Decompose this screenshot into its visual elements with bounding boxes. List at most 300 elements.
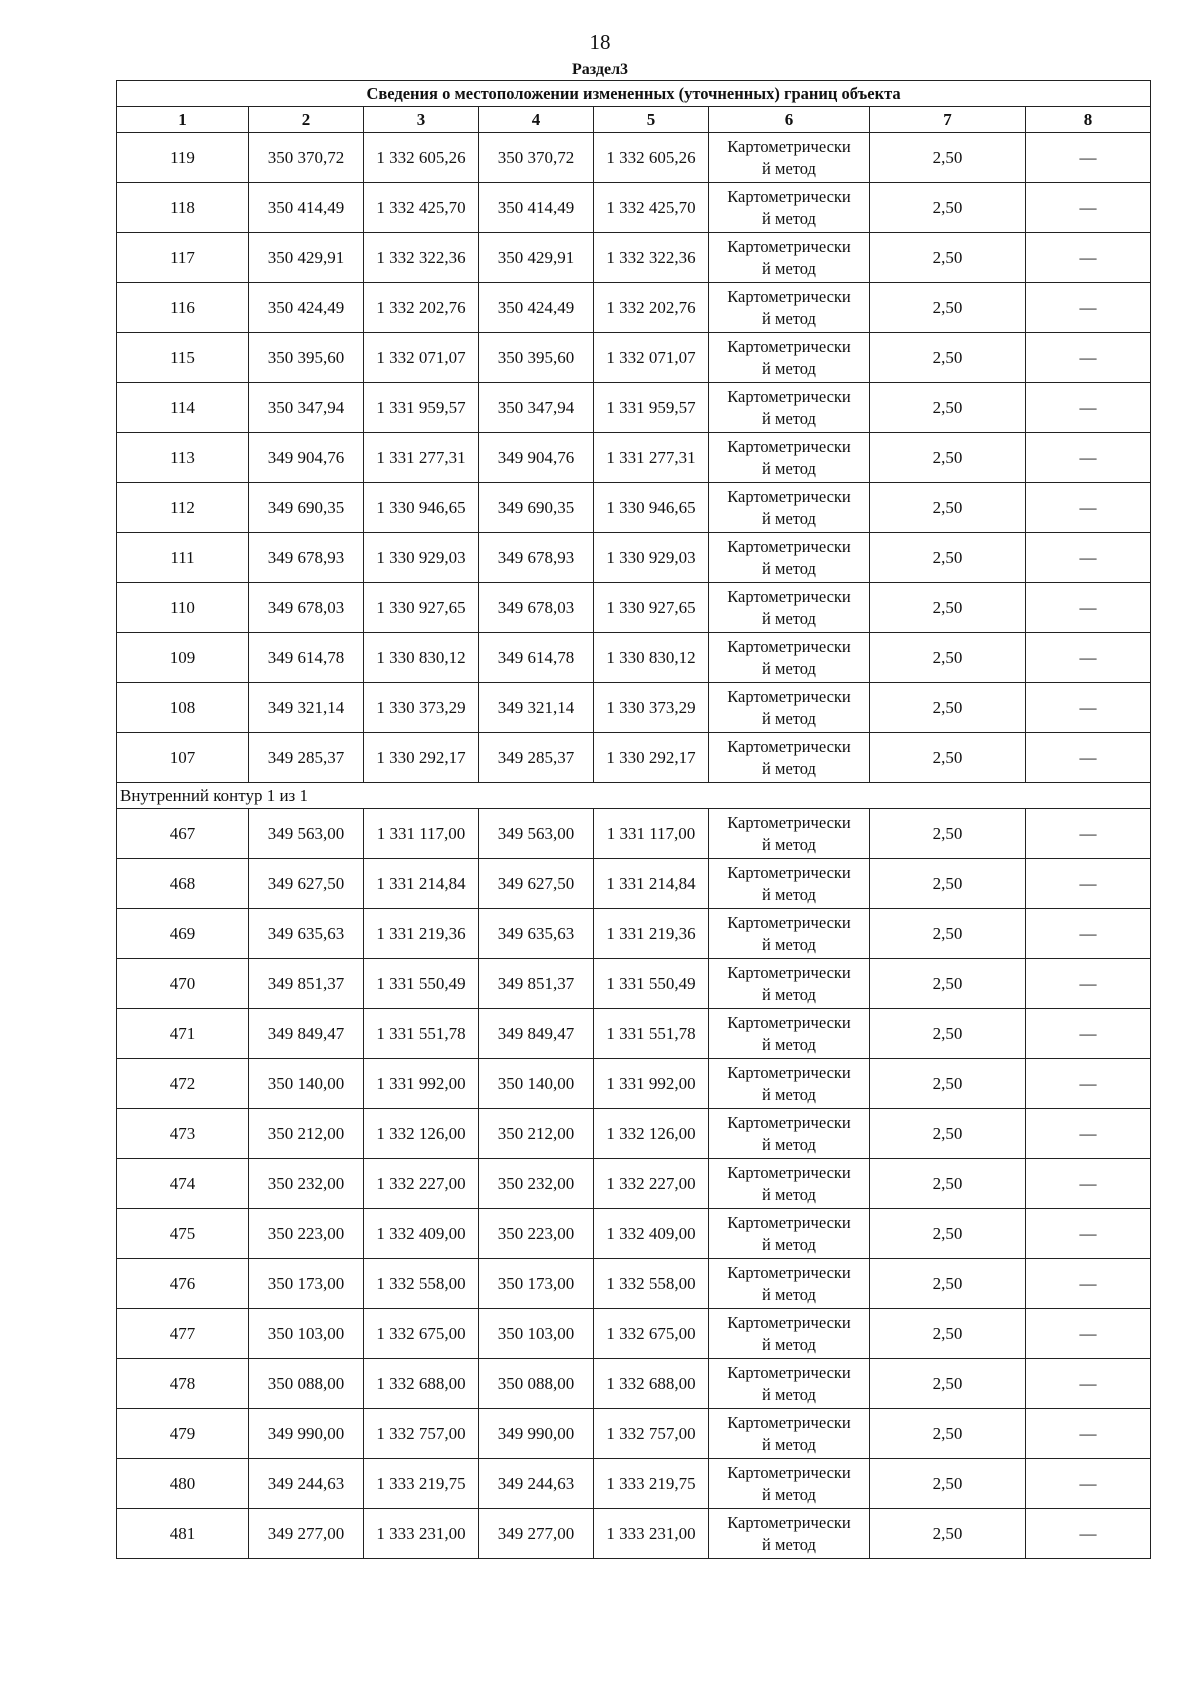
x-coordinate-cell: 350 429,91 [249, 233, 364, 283]
method-text-line: Картометрически [727, 686, 851, 706]
y-coordinate-cell: 1 331 550,49 [364, 959, 479, 1009]
y-coordinate-cell: 1 331 117,00 [364, 809, 479, 859]
description-cell: — [1026, 1109, 1151, 1159]
table-row [117, 1109, 1151, 1159]
x-coordinate-refined-cell: 349 849,47 [479, 1009, 594, 1059]
precision-cell: 2,50 [870, 333, 1026, 383]
point-number-cell: 480 [117, 1459, 249, 1509]
column-header: 1 [117, 107, 249, 133]
method-cell [709, 1059, 870, 1109]
x-coordinate-refined-cell: 349 285,37 [479, 733, 594, 783]
x-coordinate-refined-cell: 349 851,37 [479, 959, 594, 1009]
method-text-line: й метод [762, 1034, 816, 1054]
x-coordinate-cell: 349 849,47 [249, 1009, 364, 1059]
table-caption: Сведения о местоположении измененных (уточненных) границ объекта [117, 81, 1151, 107]
boundary-coordinates-table [116, 80, 1151, 1559]
precision-cell: 2,50 [870, 1009, 1026, 1059]
x-coordinate-cell: 350 223,00 [249, 1209, 364, 1259]
method-cell [709, 333, 870, 383]
y-coordinate-refined-cell: 1 331 551,78 [594, 1009, 709, 1059]
x-coordinate-cell: 349 244,63 [249, 1459, 364, 1509]
method-text-line: й метод [762, 934, 816, 954]
method-text-line: й метод [762, 1184, 816, 1204]
table-row [117, 583, 1151, 633]
method-text-line: Картометрически [727, 486, 851, 506]
y-coordinate-cell: 1 332 126,00 [364, 1109, 479, 1159]
description-cell: — [1026, 1059, 1151, 1109]
description-cell: — [1026, 859, 1151, 909]
method-text-line: Картометрически [727, 1062, 851, 1082]
x-coordinate-cell: 350 103,00 [249, 1309, 364, 1359]
y-coordinate-refined-cell: 1 332 202,76 [594, 283, 709, 333]
x-coordinate-cell: 350 370,72 [249, 133, 364, 183]
method-text-line: Картометрически [727, 862, 851, 882]
point-number-cell: 470 [117, 959, 249, 1009]
point-number-cell: 118 [117, 183, 249, 233]
point-number-cell: 476 [117, 1259, 249, 1309]
method-text-line: й метод [762, 984, 816, 1004]
x-coordinate-refined-cell: 350 140,00 [479, 1059, 594, 1109]
y-coordinate-refined-cell: 1 331 959,57 [594, 383, 709, 433]
method-cell [709, 633, 870, 683]
method-cell [709, 1309, 870, 1359]
y-coordinate-cell: 1 332 409,00 [364, 1209, 479, 1259]
method-text-line: Картометрически [727, 586, 851, 606]
method-text-line: й метод [762, 358, 816, 378]
method-cell [709, 283, 870, 333]
x-coordinate-refined-cell: 350 232,00 [479, 1159, 594, 1209]
y-coordinate-refined-cell: 1 333 231,00 [594, 1509, 709, 1559]
method-text-line: й метод [762, 308, 816, 328]
precision-cell: 2,50 [870, 1159, 1026, 1209]
method-cell [709, 859, 870, 909]
point-number-cell: 467 [117, 809, 249, 859]
y-coordinate-refined-cell: 1 333 219,75 [594, 1459, 709, 1509]
precision-cell: 2,50 [870, 1309, 1026, 1359]
x-coordinate-cell: 349 277,00 [249, 1509, 364, 1559]
table-row [117, 1459, 1151, 1509]
point-number-cell: 107 [117, 733, 249, 783]
x-coordinate-cell: 349 990,00 [249, 1409, 364, 1459]
precision-cell: 2,50 [870, 483, 1026, 533]
method-cell [709, 683, 870, 733]
description-cell: — [1026, 183, 1151, 233]
method-cell [709, 233, 870, 283]
table-row [117, 809, 1151, 859]
table-row [117, 859, 1151, 909]
inner-contour-section [117, 783, 1151, 809]
column-header: 8 [1026, 107, 1151, 133]
description-cell: — [1026, 633, 1151, 683]
table-row [117, 1159, 1151, 1209]
y-coordinate-cell: 1 330 830,12 [364, 633, 479, 683]
method-text-line: Картометрически [727, 912, 851, 932]
method-text-line: Картометрически [727, 236, 851, 256]
method-text-line: Картометрически [727, 1162, 851, 1182]
point-number-cell: 109 [117, 633, 249, 683]
precision-cell: 2,50 [870, 183, 1026, 233]
precision-cell: 2,50 [870, 1209, 1026, 1259]
point-number-cell: 469 [117, 909, 249, 959]
method-text-line: й метод [762, 208, 816, 228]
method-cell [709, 1009, 870, 1059]
method-cell [709, 959, 870, 1009]
y-coordinate-cell: 1 331 214,84 [364, 859, 479, 909]
description-cell: — [1026, 433, 1151, 483]
x-coordinate-cell: 350 347,94 [249, 383, 364, 433]
point-number-cell: 468 [117, 859, 249, 909]
description-cell: — [1026, 1309, 1151, 1359]
method-text-line: Картометрически [727, 1212, 851, 1232]
point-number-cell: 111 [117, 533, 249, 583]
table-row [117, 1259, 1151, 1309]
precision-cell: 2,50 [870, 433, 1026, 483]
x-coordinate-cell: 350 140,00 [249, 1059, 364, 1109]
x-coordinate-refined-cell: 350 212,00 [479, 1109, 594, 1159]
y-coordinate-refined-cell: 1 330 946,65 [594, 483, 709, 533]
table-row [117, 133, 1151, 183]
method-text-line: й метод [762, 708, 816, 728]
x-coordinate-refined-cell: 349 678,93 [479, 533, 594, 583]
point-number-cell: 478 [117, 1359, 249, 1409]
y-coordinate-cell: 1 331 277,31 [364, 433, 479, 483]
x-coordinate-cell: 350 424,49 [249, 283, 364, 333]
method-text-line: й метод [762, 1134, 816, 1154]
method-cell [709, 1109, 870, 1159]
y-coordinate-refined-cell: 1 331 117,00 [594, 809, 709, 859]
method-text-line: й метод [762, 758, 816, 778]
precision-cell: 2,50 [870, 1109, 1026, 1159]
y-coordinate-cell: 1 332 757,00 [364, 1409, 479, 1459]
table-caption-row [117, 81, 1151, 107]
method-text-line: Картометрически [727, 1112, 851, 1132]
method-cell [709, 1259, 870, 1309]
column-header: 7 [870, 107, 1026, 133]
method-cell [709, 133, 870, 183]
method-text-line: Картометрически [727, 1312, 851, 1332]
precision-cell: 2,50 [870, 1409, 1026, 1459]
y-coordinate-refined-cell: 1 330 927,65 [594, 583, 709, 633]
x-coordinate-refined-cell: 350 429,91 [479, 233, 594, 283]
table-row [117, 1359, 1151, 1409]
method-cell [709, 909, 870, 959]
method-text-line: й метод [762, 408, 816, 428]
method-cell [709, 1159, 870, 1209]
method-text-line: Картометрически [727, 812, 851, 832]
x-coordinate-cell: 349 690,35 [249, 483, 364, 533]
description-cell: — [1026, 683, 1151, 733]
precision-cell: 2,50 [870, 633, 1026, 683]
x-coordinate-refined-cell: 350 088,00 [479, 1359, 594, 1409]
method-text-line: Картометрически [727, 536, 851, 556]
table-row [117, 1059, 1151, 1109]
description-cell: — [1026, 233, 1151, 283]
table-row [117, 1409, 1151, 1459]
x-coordinate-refined-cell: 350 103,00 [479, 1309, 594, 1359]
y-coordinate-cell: 1 330 946,65 [364, 483, 479, 533]
table-row [117, 683, 1151, 733]
y-coordinate-refined-cell: 1 332 688,00 [594, 1359, 709, 1409]
y-coordinate-refined-cell: 1 332 409,00 [594, 1209, 709, 1259]
precision-cell: 2,50 [870, 809, 1026, 859]
column-header: 2 [249, 107, 364, 133]
method-text-line: Картометрически [727, 136, 851, 156]
method-cell [709, 809, 870, 859]
x-coordinate-cell: 350 395,60 [249, 333, 364, 383]
y-coordinate-cell: 1 331 992,00 [364, 1059, 479, 1109]
point-number-cell: 108 [117, 683, 249, 733]
method-text-line: й метод [762, 1084, 816, 1104]
point-number-cell: 112 [117, 483, 249, 533]
inner-contour-row [117, 783, 1151, 809]
y-coordinate-refined-cell: 1 330 929,03 [594, 533, 709, 583]
y-coordinate-refined-cell: 1 331 214,84 [594, 859, 709, 909]
method-text-line: й метод [762, 1284, 816, 1304]
description-cell: — [1026, 133, 1151, 183]
x-coordinate-refined-cell: 350 370,72 [479, 133, 594, 183]
point-number-cell: 119 [117, 133, 249, 183]
x-coordinate-cell: 349 635,63 [249, 909, 364, 959]
x-coordinate-refined-cell: 349 244,63 [479, 1459, 594, 1509]
x-coordinate-cell: 350 414,49 [249, 183, 364, 233]
point-number-cell: 117 [117, 233, 249, 283]
point-number-cell: 481 [117, 1509, 249, 1559]
y-coordinate-cell: 1 332 071,07 [364, 333, 479, 383]
inner-contour-label: Внутренний контур 1 из 1 [117, 783, 1151, 809]
y-coordinate-refined-cell: 1 331 550,49 [594, 959, 709, 1009]
table-row [117, 283, 1151, 333]
y-coordinate-cell: 1 331 219,36 [364, 909, 479, 959]
column-header: 6 [709, 107, 870, 133]
column-header: 5 [594, 107, 709, 133]
y-coordinate-cell: 1 331 551,78 [364, 1009, 479, 1059]
x-coordinate-refined-cell: 350 173,00 [479, 1259, 594, 1309]
inner-contour-rows [117, 809, 1151, 1559]
x-coordinate-refined-cell: 349 277,00 [479, 1509, 594, 1559]
method-text-line: Картометрически [727, 386, 851, 406]
y-coordinate-refined-cell: 1 330 373,29 [594, 683, 709, 733]
x-coordinate-refined-cell: 349 904,76 [479, 433, 594, 483]
method-text-line: й метод [762, 1334, 816, 1354]
description-cell: — [1026, 333, 1151, 383]
y-coordinate-refined-cell: 1 331 277,31 [594, 433, 709, 483]
table-row [117, 1209, 1151, 1259]
description-cell: — [1026, 1009, 1151, 1059]
y-coordinate-cell: 1 331 959,57 [364, 383, 479, 433]
table-row [117, 1509, 1151, 1559]
description-cell: — [1026, 1409, 1151, 1459]
method-text-line: й метод [762, 608, 816, 628]
x-coordinate-refined-cell: 349 614,78 [479, 633, 594, 683]
method-text-line: й метод [762, 458, 816, 478]
x-coordinate-refined-cell: 349 635,63 [479, 909, 594, 959]
y-coordinate-refined-cell: 1 332 227,00 [594, 1159, 709, 1209]
table-row [117, 233, 1151, 283]
method-text-line: й метод [762, 1434, 816, 1454]
description-cell: — [1026, 1459, 1151, 1509]
y-coordinate-refined-cell: 1 331 219,36 [594, 909, 709, 959]
point-number-cell: 472 [117, 1059, 249, 1109]
precision-cell: 2,50 [870, 233, 1026, 283]
method-cell [709, 483, 870, 533]
column-header: 4 [479, 107, 594, 133]
method-text-line: Картометрически [727, 1462, 851, 1482]
method-cell [709, 1459, 870, 1509]
method-text-line: Картометрически [727, 336, 851, 356]
method-cell [709, 383, 870, 433]
description-cell: — [1026, 1509, 1151, 1559]
y-coordinate-cell: 1 332 688,00 [364, 1359, 479, 1409]
y-coordinate-refined-cell: 1 332 605,26 [594, 133, 709, 183]
method-text-line: й метод [762, 158, 816, 178]
point-number-cell: 113 [117, 433, 249, 483]
point-number-cell: 110 [117, 583, 249, 633]
table-row [117, 333, 1151, 383]
x-coordinate-refined-cell: 350 223,00 [479, 1209, 594, 1259]
method-cell [709, 733, 870, 783]
description-cell: — [1026, 733, 1151, 783]
y-coordinate-cell: 1 333 231,00 [364, 1509, 479, 1559]
point-number-cell: 479 [117, 1409, 249, 1459]
x-coordinate-refined-cell: 350 414,49 [479, 183, 594, 233]
y-coordinate-cell: 1 332 558,00 [364, 1259, 479, 1309]
method-text-line: Картометрически [727, 1412, 851, 1432]
precision-cell: 2,50 [870, 1359, 1026, 1409]
description-cell: — [1026, 533, 1151, 583]
table-row [117, 959, 1151, 1009]
point-number-cell: 114 [117, 383, 249, 433]
precision-cell: 2,50 [870, 533, 1026, 583]
y-coordinate-refined-cell: 1 332 757,00 [594, 1409, 709, 1459]
y-coordinate-refined-cell: 1 331 992,00 [594, 1059, 709, 1109]
description-cell: — [1026, 1159, 1151, 1209]
method-cell [709, 183, 870, 233]
x-coordinate-cell: 349 321,14 [249, 683, 364, 733]
x-coordinate-refined-cell: 349 690,35 [479, 483, 594, 533]
y-coordinate-refined-cell: 1 330 292,17 [594, 733, 709, 783]
point-number-cell: 115 [117, 333, 249, 383]
y-coordinate-cell: 1 330 373,29 [364, 683, 479, 733]
y-coordinate-refined-cell: 1 332 071,07 [594, 333, 709, 383]
method-text-line: Картометрически [727, 962, 851, 982]
point-number-cell: 473 [117, 1109, 249, 1159]
description-cell: — [1026, 959, 1151, 1009]
table-row [117, 433, 1151, 483]
point-number-cell: 474 [117, 1159, 249, 1209]
method-text-line: й метод [762, 1234, 816, 1254]
method-text-line: Картометрически [727, 736, 851, 756]
precision-cell: 2,50 [870, 733, 1026, 783]
method-cell [709, 583, 870, 633]
method-text-line: й метод [762, 1484, 816, 1504]
column-header-row [117, 107, 1151, 133]
x-coordinate-cell: 349 627,50 [249, 859, 364, 909]
x-coordinate-cell: 349 614,78 [249, 633, 364, 683]
description-cell: — [1026, 583, 1151, 633]
x-coordinate-refined-cell: 350 424,49 [479, 283, 594, 333]
precision-cell: 2,50 [870, 383, 1026, 433]
description-cell: — [1026, 483, 1151, 533]
y-coordinate-cell: 1 332 227,00 [364, 1159, 479, 1209]
table-row [117, 383, 1151, 433]
description-cell: — [1026, 1209, 1151, 1259]
point-number-cell: 477 [117, 1309, 249, 1359]
table-row [117, 1009, 1151, 1059]
method-cell [709, 1409, 870, 1459]
x-coordinate-refined-cell: 350 347,94 [479, 383, 594, 433]
precision-cell: 2,50 [870, 859, 1026, 909]
x-coordinate-cell: 349 904,76 [249, 433, 364, 483]
x-coordinate-refined-cell: 349 627,50 [479, 859, 594, 909]
precision-cell: 2,50 [870, 583, 1026, 633]
x-coordinate-cell: 350 088,00 [249, 1359, 364, 1409]
method-text-line: й метод [762, 508, 816, 528]
description-cell: — [1026, 909, 1151, 959]
x-coordinate-cell: 350 212,00 [249, 1109, 364, 1159]
column-header: 3 [364, 107, 479, 133]
x-coordinate-cell: 349 851,37 [249, 959, 364, 1009]
section-title: Раздел3 [571, 61, 629, 78]
precision-cell: 2,50 [870, 1259, 1026, 1309]
x-coordinate-cell: 349 563,00 [249, 809, 364, 859]
method-text-line: й метод [762, 658, 816, 678]
precision-cell: 2,50 [870, 959, 1026, 1009]
y-coordinate-cell: 1 332 202,76 [364, 283, 479, 333]
method-text-line: Картометрически [727, 1262, 851, 1282]
method-text-line: Картометрически [727, 286, 851, 306]
y-coordinate-cell: 1 332 425,70 [364, 183, 479, 233]
precision-cell: 2,50 [870, 1459, 1026, 1509]
x-coordinate-refined-cell: 350 395,60 [479, 333, 594, 383]
method-cell [709, 1359, 870, 1409]
method-cell [709, 533, 870, 583]
method-text-line: Картометрически [727, 436, 851, 456]
y-coordinate-refined-cell: 1 332 425,70 [594, 183, 709, 233]
x-coordinate-refined-cell: 349 678,03 [479, 583, 594, 633]
precision-cell: 2,50 [870, 909, 1026, 959]
y-coordinate-cell: 1 330 929,03 [364, 533, 479, 583]
outer-contour-rows [117, 133, 1151, 783]
x-coordinate-cell: 350 173,00 [249, 1259, 364, 1309]
description-cell: — [1026, 283, 1151, 333]
y-coordinate-refined-cell: 1 332 675,00 [594, 1309, 709, 1359]
y-coordinate-cell: 1 330 927,65 [364, 583, 479, 633]
x-coordinate-cell: 349 678,03 [249, 583, 364, 633]
description-cell: — [1026, 1259, 1151, 1309]
point-number-cell: 471 [117, 1009, 249, 1059]
y-coordinate-refined-cell: 1 332 558,00 [594, 1259, 709, 1309]
method-text-line: й метод [762, 1534, 816, 1554]
x-coordinate-refined-cell: 349 990,00 [479, 1409, 594, 1459]
method-text-line: й метод [762, 884, 816, 904]
y-coordinate-cell: 1 333 219,75 [364, 1459, 479, 1509]
point-number-cell: 475 [117, 1209, 249, 1259]
method-text-line: й метод [762, 1384, 816, 1404]
y-coordinate-cell: 1 332 322,36 [364, 233, 479, 283]
y-coordinate-cell: 1 332 605,26 [364, 133, 479, 183]
table-row [117, 183, 1151, 233]
table-row [117, 909, 1151, 959]
method-text-line: Картометрически [727, 1012, 851, 1032]
method-text-line: й метод [762, 834, 816, 854]
method-text-line: Картометрически [727, 636, 851, 656]
method-text-line: Картометрически [727, 186, 851, 206]
method-text-line: Картометрически [727, 1512, 851, 1532]
x-coordinate-cell: 349 678,93 [249, 533, 364, 583]
y-coordinate-refined-cell: 1 330 830,12 [594, 633, 709, 683]
description-cell: — [1026, 383, 1151, 433]
precision-cell: 2,50 [870, 683, 1026, 733]
